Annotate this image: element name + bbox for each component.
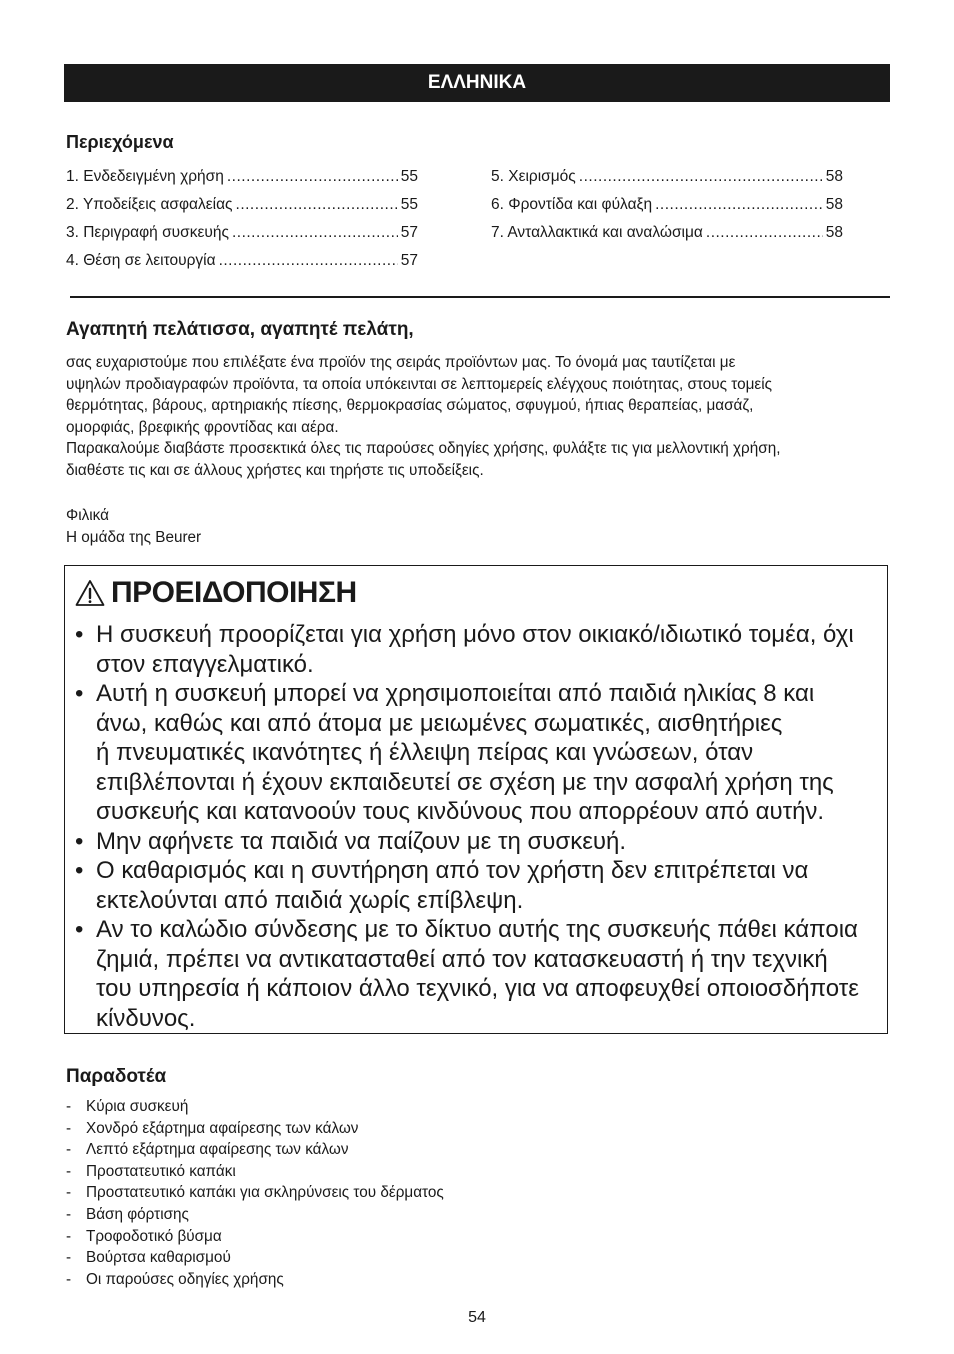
- warning-title: [75, 576, 357, 610]
- list-item-text: Κύρια συσκευή: [86, 1098, 189, 1115]
- greeting-line: διαθέστε τις και σε άλλους χρήστες και τηρήστε τις υποδείξεις.: [66, 461, 484, 479]
- list-item: [66, 1161, 444, 1183]
- warning-item: [75, 620, 885, 679]
- list-item: [66, 1118, 444, 1140]
- warning-line: στον επαγγελματικό.: [96, 650, 314, 678]
- list-item: [66, 1226, 444, 1248]
- list-item-text: Χονδρό εξάρτημα αφαίρεσης των κάλων: [86, 1119, 359, 1137]
- language-header: ΕΛΛΗΝΙΚΑ: [64, 64, 890, 102]
- toc-entry-label: 1. Ενδεδειγμένη χρήση: [66, 168, 224, 185]
- warning-triangle-icon: [75, 579, 105, 607]
- toc-entry-page: 58: [825, 168, 843, 185]
- section-divider: [70, 296, 890, 298]
- toc-entry-page: 58: [825, 224, 843, 241]
- warning-title-text: ΠΡΟΕΙΔΟΠΟΙΗΣΗ: [111, 576, 357, 609]
- warning-item: [75, 679, 885, 827]
- greeting-line: Παρακαλούμε διαβάστε προσεκτικά όλες τις παρούσες οδηγίες χρήσης, φυλάξτε τις για μελλοντική χρήση,: [66, 440, 781, 457]
- dash-marker: -: [66, 1227, 72, 1245]
- toc-entry-label: 7. Ανταλλακτικά και αναλώσιμα: [491, 224, 703, 241]
- dash-marker: -: [66, 1162, 72, 1180]
- dash-marker: -: [66, 1184, 72, 1202]
- warning-line: του υπηρεσία ή κάποιον άλλο τεχνικό, για να αποφευχθεί οποιοσδήποτε: [96, 975, 859, 1002]
- toc-entry[interactable]: [491, 224, 843, 252]
- list-item: [66, 1247, 444, 1269]
- deliverables-heading: Παραδοτέα: [66, 1066, 167, 1087]
- list-item: [66, 1096, 444, 1118]
- warning-line: • Αν το καλώδιο σύνδεσης με το δίκτυο αυτής της συσκευής πάθει κάποια: [96, 916, 858, 943]
- warning-item: [75, 827, 885, 857]
- page-number: 54: [468, 1309, 486, 1326]
- toc-entry-page: 58: [825, 196, 843, 213]
- toc-entry[interactable]: [491, 168, 843, 196]
- deliverables-list: [66, 1096, 444, 1290]
- list-item-text: Προστατευτικό καπάκι για σκληρύνσεις του δέρματος: [86, 1184, 444, 1202]
- closing-salutation: Φιλικά: [66, 507, 109, 524]
- warning-list: [75, 620, 885, 1033]
- greeting-body: [66, 352, 890, 481]
- list-item: [66, 1139, 444, 1161]
- list-item-text: Βούρτσα καθαρισμού: [86, 1249, 231, 1267]
- toc-heading: Περιεχόμενα: [66, 132, 174, 152]
- list-item-text: Προστατευτικό καπάκι: [86, 1162, 236, 1180]
- warning-line: • Η συσκευή προορίζεται για χρήση μόνο στον οικιακό/ιδιωτικό τομέα, όχι: [96, 621, 854, 648]
- toc-entry-page: 57: [400, 252, 418, 269]
- list-item: [66, 1204, 444, 1226]
- warning-line: κίνδυνος.: [96, 1004, 196, 1032]
- dash-marker: -: [66, 1205, 72, 1223]
- warning-line: ή πνευματικές ικανότητες ή έλλειψη πείρας και γνώσεων, όταν: [96, 739, 754, 766]
- toc-entry-label: 6. Φροντίδα και φύλαξη: [491, 196, 653, 213]
- dash-marker: -: [66, 1119, 72, 1137]
- warning-line: συσκευής και κατανοούν τους κινδύνους που απορρέουν από αυτήν.: [96, 798, 825, 825]
- toc-entry-label: 5. Χειρισμός: [491, 168, 576, 185]
- list-item-text: Λεπτό εξάρτημα αφαίρεσης των κάλων: [86, 1141, 349, 1159]
- toc-entry-page: 55: [400, 196, 418, 213]
- dash-marker: -: [66, 1141, 72, 1159]
- toc-entry-label: 4. Θέση σε λειτουργία: [66, 252, 216, 269]
- warning-item: [75, 915, 885, 1033]
- greeting-line: θερμότητας, βάρους, αρτηριακής πίεσης, θερμοκρασίας σώματος, σφυγμού, ήπιας θεραπείας, μασάζ,: [66, 397, 754, 414]
- closing-signature: Η ομάδα της Beurer: [66, 528, 202, 546]
- warning-box: [64, 565, 888, 1034]
- list-item-text: Τροφοδοτικό βύσμα: [86, 1227, 222, 1245]
- dash-marker: -: [66, 1270, 72, 1288]
- greeting-line: ομορφιάς, βρεφικής φροντίδας και αέρα.: [66, 418, 339, 436]
- list-item: [66, 1269, 444, 1291]
- toc-entry-label: 3. Περιγραφή συσκευής: [66, 224, 229, 241]
- greeting-line: σας ευχαριστούμε που επιλέξατε ένα προϊόν της σειράς προϊόντων μας. Το όνομά μας ταυτίζεται με: [66, 354, 736, 371]
- toc-entry[interactable]: [66, 252, 418, 280]
- toc-entry-page: 57: [400, 224, 418, 241]
- warning-line: • Μην αφήνετε τα παιδιά να παίζουν με τη συσκευή.: [96, 827, 627, 855]
- toc-entry[interactable]: [66, 196, 418, 224]
- list-item-text: Βάση φόρτισης: [86, 1205, 189, 1223]
- greeting-line: υψηλών προδιαγραφών προϊόντα, τα οποία υπόκεινται σε λεπτομερείς ελέγχους ποιότητας, στους τομείς: [66, 375, 773, 393]
- warning-line: • Ο καθαρισμός και η συντήρηση από τον χρήστη δεν επιτρέπεται να: [96, 857, 809, 884]
- greeting-heading: Αγαπητή πελάτισσα, αγαπητέ πελάτη,: [66, 319, 414, 340]
- toc-entry-label: 2. Υποδείξεις ασφαλείας: [66, 196, 233, 213]
- warning-line: άνω, καθώς και από άτομα με μειωμένες σωματικές, αισθητήριες: [96, 709, 783, 737]
- closing: [66, 505, 201, 548]
- warning-line: ζημιά, πρέπει να αντικατασταθεί από τον κατασκευαστή ή την τεχνική: [96, 945, 828, 973]
- list-item: [66, 1182, 444, 1204]
- toc-entry[interactable]: [491, 196, 843, 224]
- warning-line: εκτελούνται από παιδιά χωρίς επίβλεψη.: [96, 886, 524, 914]
- warning-item: [75, 856, 885, 915]
- toc-entry[interactable]: [66, 224, 418, 252]
- toc-right-column: [491, 168, 843, 252]
- dash-marker: -: [66, 1249, 72, 1267]
- warning-line: επιβλέπονται ή έχουν εκπαιδευτεί σε σχέση με την ασφαλή χρήση της: [96, 768, 834, 796]
- dash-marker: -: [66, 1098, 72, 1115]
- toc-left-column: [66, 168, 418, 280]
- warning-line: • Αυτή η συσκευή μπορεί να χρησιμοποιείται από παιδιά ηλικίας 8 και: [96, 680, 815, 707]
- list-item-text: Οι παρούσες οδηγίες χρήσης: [86, 1270, 284, 1288]
- toc-entry-page: 55: [400, 168, 418, 185]
- toc-entry[interactable]: [66, 168, 418, 196]
